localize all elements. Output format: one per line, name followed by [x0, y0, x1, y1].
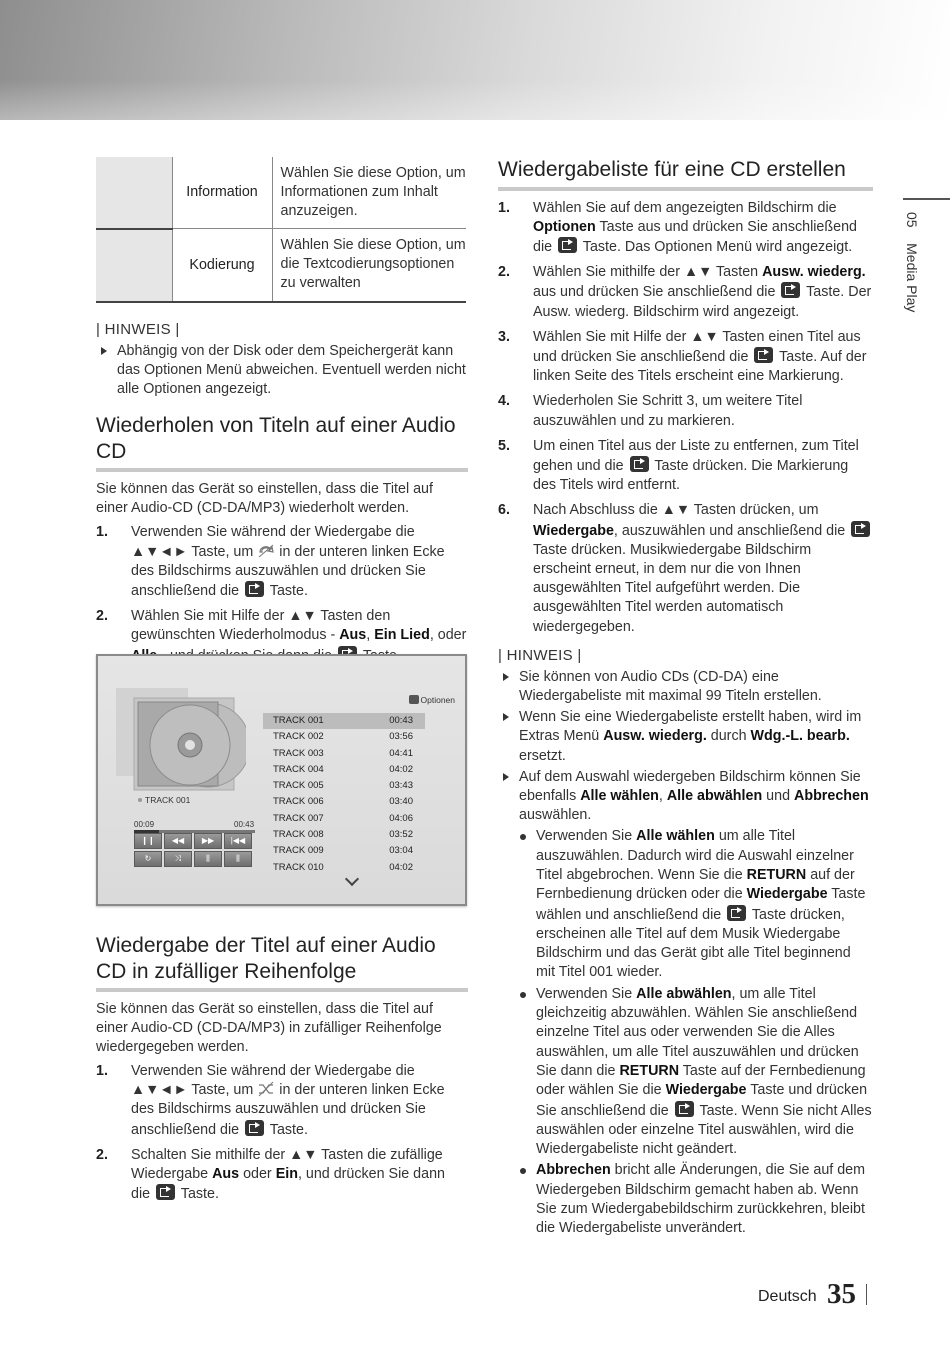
track-row[interactable] [263, 827, 425, 843]
track-name: TRACK 006 [273, 796, 324, 808]
left-column [96, 157, 468, 666]
section-intro: Sie können das Gerät so einstellen, dass die Titel auf einer Audio-CD (CD-DA/MP3) in zufälliger Reihenfolge wiedergegeben werden. [96, 1001, 442, 1055]
track-duration: 04:06 [389, 812, 413, 824]
left-column-lower [96, 933, 468, 1204]
bullet-item: Abbrechen bricht alle Änderungen, die Sie auf dem Wiedergeben Bildschirm gemacht haben ab. Wenn Sie zum Wiedergabebildschirm zurückkehren, bleibt die Wiedergabeliste unverändert. [518, 1161, 873, 1238]
step-item: 4. Wiederholen Sie Schritt 3, um weitere Titel auszuwählen und zu markieren. [498, 393, 803, 429]
repeat-icon [257, 543, 275, 559]
step-item: 2. Schalten Sie mithilfe der ▲▼ Tasten die zufällige Wiedergabe Aus oder Ein, und drücken Sie dann die Taste. [96, 1146, 445, 1203]
track-row[interactable] [263, 794, 425, 810]
track-row[interactable] [263, 762, 425, 778]
enter-button-icon [156, 1184, 175, 1200]
bullet-item: Verwenden Sie Alle wählen um alle Titel auszuwählen. Dadurch wird die Auswahl einzelner Titel abgebrochen. Wenn Sie die RETURN auf der Fernbedienung drücken oder die Wiedergabe Taste wählen und anschließend die Taste drücken, erscheinen alle Titel auf dem Musik Wiedergabe Bildschirm und das Gerät gibt alle Titel beginnend mit Titel 001 wieder. [518, 827, 873, 982]
note-item: Abhängig von der Disk oder dem Speichergerät kann das Optionen Menü abweichen. Eventuell werden nicht alle Optionen angezeigt. [96, 342, 468, 400]
side-tab-divider [903, 198, 950, 200]
track-row[interactable] [263, 713, 425, 729]
step-item: 6. Nach Abschluss die ▲▼ Tasten drücken, um Wiedergabe, auszuwählen und anschließend die Taste drücken. Musikwiedergabe Bildschirm erscheint erneut, in dem nur die von Ihnen ausgewählten Titel aufgeführt werden. Die ausgewählten Titel werden automatisch wiedergegeben. [498, 501, 873, 636]
shuffle-icon [257, 1081, 275, 1097]
track-row[interactable] [263, 729, 425, 745]
step-item: 5. Um einen Titel aus der Liste zu entfernen, zum Titel gehen und die Taste drücken. Die Markierung des Titels wird entfernt. [498, 437, 859, 494]
note-heading: | HINWEIS | [498, 646, 582, 664]
option-name: Kodierung [172, 229, 272, 302]
bullet-icon [520, 992, 526, 998]
track-duration: 03:43 [389, 780, 413, 792]
bullet-icon [520, 834, 526, 840]
section-title-playlist: Wiedergabeliste für eine CD erstellen [498, 157, 873, 191]
track-name: TRACK 003 [273, 747, 324, 759]
track-duration: 03:56 [389, 731, 413, 743]
track-row[interactable] [263, 778, 425, 794]
fast-forward-button[interactable]: ▶▶ [194, 833, 222, 849]
enter-button-icon [245, 581, 264, 597]
enter-button-icon [851, 521, 870, 537]
options-badge: Optionen [409, 695, 456, 705]
note-list [498, 668, 873, 826]
step-item: 2. Wählen Sie mithilfe der ▲▼ Tasten Ausw. wiederg. aus und drücken Sie anschließend die Taste. Der Ausw. wiederg. Bildschirm wird angezeigt. [498, 264, 872, 320]
enter-button-icon [630, 456, 649, 472]
table-spacer-cell [96, 157, 172, 229]
pause-button[interactable]: ❙❙ [134, 833, 162, 849]
header-banner [0, 0, 950, 120]
enter-button-icon [727, 905, 746, 921]
step-item: 2. Wählen Sie mit Hilfe der ▲▼ Tasten den gewünschten Wiederholmodus - Aus, Ein Lied, oder [96, 607, 468, 666]
note-item: Wenn Sie eine Wiedergabeliste erstellt haben, wird im Extras Menü Ausw. wiederg. durch Wdg.-L. bearb. ersetzt. [498, 708, 873, 766]
note-heading: | HINWEIS | [96, 320, 180, 338]
step-item: 1. Verwenden Sie während der Wiedergabe die ▲▼◄► Taste, um in der unteren linken Ecke des Bildschirms auszuwählen und drücken Sie anschließend die Taste. [96, 524, 445, 599]
note-item: Sie können von Audio CDs (CD-DA) eine Wiedergabeliste mit maximal 99 Titeln erstellen. [498, 668, 873, 706]
music-player-screenshot [96, 654, 467, 906]
bullet-item: Verwenden Sie Alle abwählen, um alle Titel gleichzeitig abzuwählen. Wählen Sie anschließend einzelne Titel aus oder verwenden Sie die Alles auswählen, um alle Titel auszuwählen und drücken Sie dann die RETURN Taste auf der Fernbedienung oder wählen Sie die Wiedergabe Taste und drücken Sie anschließend die Taste. Wenn Sie nicht Alles auswählen oder einzelne Titel auswählen, wird die Wiedergabeliste nicht geändert. [518, 985, 873, 1160]
track-duration: 03:40 [389, 796, 413, 808]
previous-track-button[interactable]: |◀◀ [224, 833, 252, 849]
track-name: TRACK 002 [273, 731, 324, 743]
step-item: 1. Verwenden Sie während der Wiedergabe die ▲▼◄► Taste, um in der unteren linken Ecke des Bildschirms auszuwählen und drücken Sie anschließend die Taste. [96, 1063, 445, 1138]
step-item: 3. Wählen Sie mit Hilfe der ▲▼ Tasten einen Titel aus und drücken Sie anschließend die Taste. Auf der linken Seite des Titels erscheint eine Markierung. [498, 328, 867, 385]
page-number: 35 [827, 1278, 856, 1310]
option-name: Information [172, 157, 272, 229]
track-name: TRACK 001 [273, 715, 324, 726]
total-time: 00:43 [234, 820, 255, 829]
note-list [96, 342, 468, 400]
step-item: 1. Wählen Sie auf dem angezeigten Bildschirm die Optionen Taste aus und drücken Sie anschließend die Taste. Das Optionen Menü wird angezeigt. [498, 199, 857, 255]
track-row[interactable] [263, 860, 425, 876]
section-intro: Sie können das Gerät so einstellen, dass die Titel auf einer Audio-CD (CD-DA/MP3) wiederholt werden. [96, 481, 433, 517]
cd-artwork-icon [116, 688, 246, 793]
options-button-icon [409, 695, 419, 704]
elapsed-time: 00:09 [134, 820, 155, 829]
rewind-button[interactable]: ◀◀ [164, 833, 192, 849]
steps-list [96, 523, 468, 665]
track-duration: 03:04 [389, 845, 413, 857]
steps-list [498, 199, 873, 637]
options-table [96, 157, 466, 303]
arrow-icon [101, 347, 107, 355]
enter-button-icon [245, 1120, 264, 1136]
track-duration: 03:52 [389, 829, 413, 841]
bullet-icon [520, 1168, 526, 1174]
right-column [498, 157, 873, 1241]
repeat-button[interactable]: ↻ [134, 851, 162, 867]
track-duration: 00:43 [389, 715, 413, 726]
option-description: Wählen Sie diese Option, um die Textcodierungsoptionen zu verwalten [272, 229, 466, 302]
shuffle-button[interactable]: ⤨ [164, 851, 192, 867]
table-row [96, 229, 466, 302]
arrow-icon [503, 713, 509, 721]
chapter-side-label: 05 Media Play [904, 212, 920, 313]
note-item: Auf dem Auswahl wiedergeben Bildschirm können Sie ebenfalls Alle wählen, Alle abwählen und Abbrechen auswählen. [498, 768, 873, 826]
enter-button-icon [558, 237, 577, 253]
arrow-icon [503, 673, 509, 681]
option-description: Wählen Sie diese Option, um Informationen zum Inhalt anzuzeigen. [272, 157, 466, 229]
now-playing-label: TRACK 001 [138, 795, 190, 805]
enter-button-icon [781, 282, 800, 298]
enter-button-icon [675, 1101, 694, 1117]
track-list [263, 713, 425, 876]
track-row[interactable] [263, 811, 425, 827]
track-duration: 04:41 [389, 747, 413, 759]
bullet-icon [138, 798, 142, 802]
enter-button-icon [754, 347, 773, 363]
equalizer-button[interactable]: ⫼ [194, 851, 222, 867]
section-title-shuffle: Wiedergabe der Titel auf einer Audio CD in zufälliger Reihenfolge [96, 933, 468, 992]
track-row[interactable] [263, 843, 425, 859]
bullet-list [518, 827, 873, 1238]
track-duration: 04:02 [389, 763, 413, 775]
track-row[interactable] [263, 746, 425, 762]
track-name: TRACK 007 [273, 812, 324, 824]
track-name: TRACK 010 [273, 861, 324, 873]
steps-list [96, 1062, 468, 1204]
arrow-icon [503, 773, 509, 781]
footer-divider [866, 1284, 867, 1305]
track-name: TRACK 008 [273, 829, 324, 841]
track-name: TRACK 004 [273, 763, 324, 775]
footer-language: Deutsch [758, 1288, 817, 1305]
table-spacer-cell [96, 229, 172, 302]
table-row [96, 157, 466, 229]
track-name: TRACK 009 [273, 845, 324, 857]
track-name: TRACK 005 [273, 780, 324, 792]
settings-button[interactable]: ⫼ [224, 851, 252, 867]
section-title-repeat: Wiederholen von Titeln auf einer Audio CD [96, 413, 468, 472]
track-duration: 04:02 [389, 861, 413, 873]
